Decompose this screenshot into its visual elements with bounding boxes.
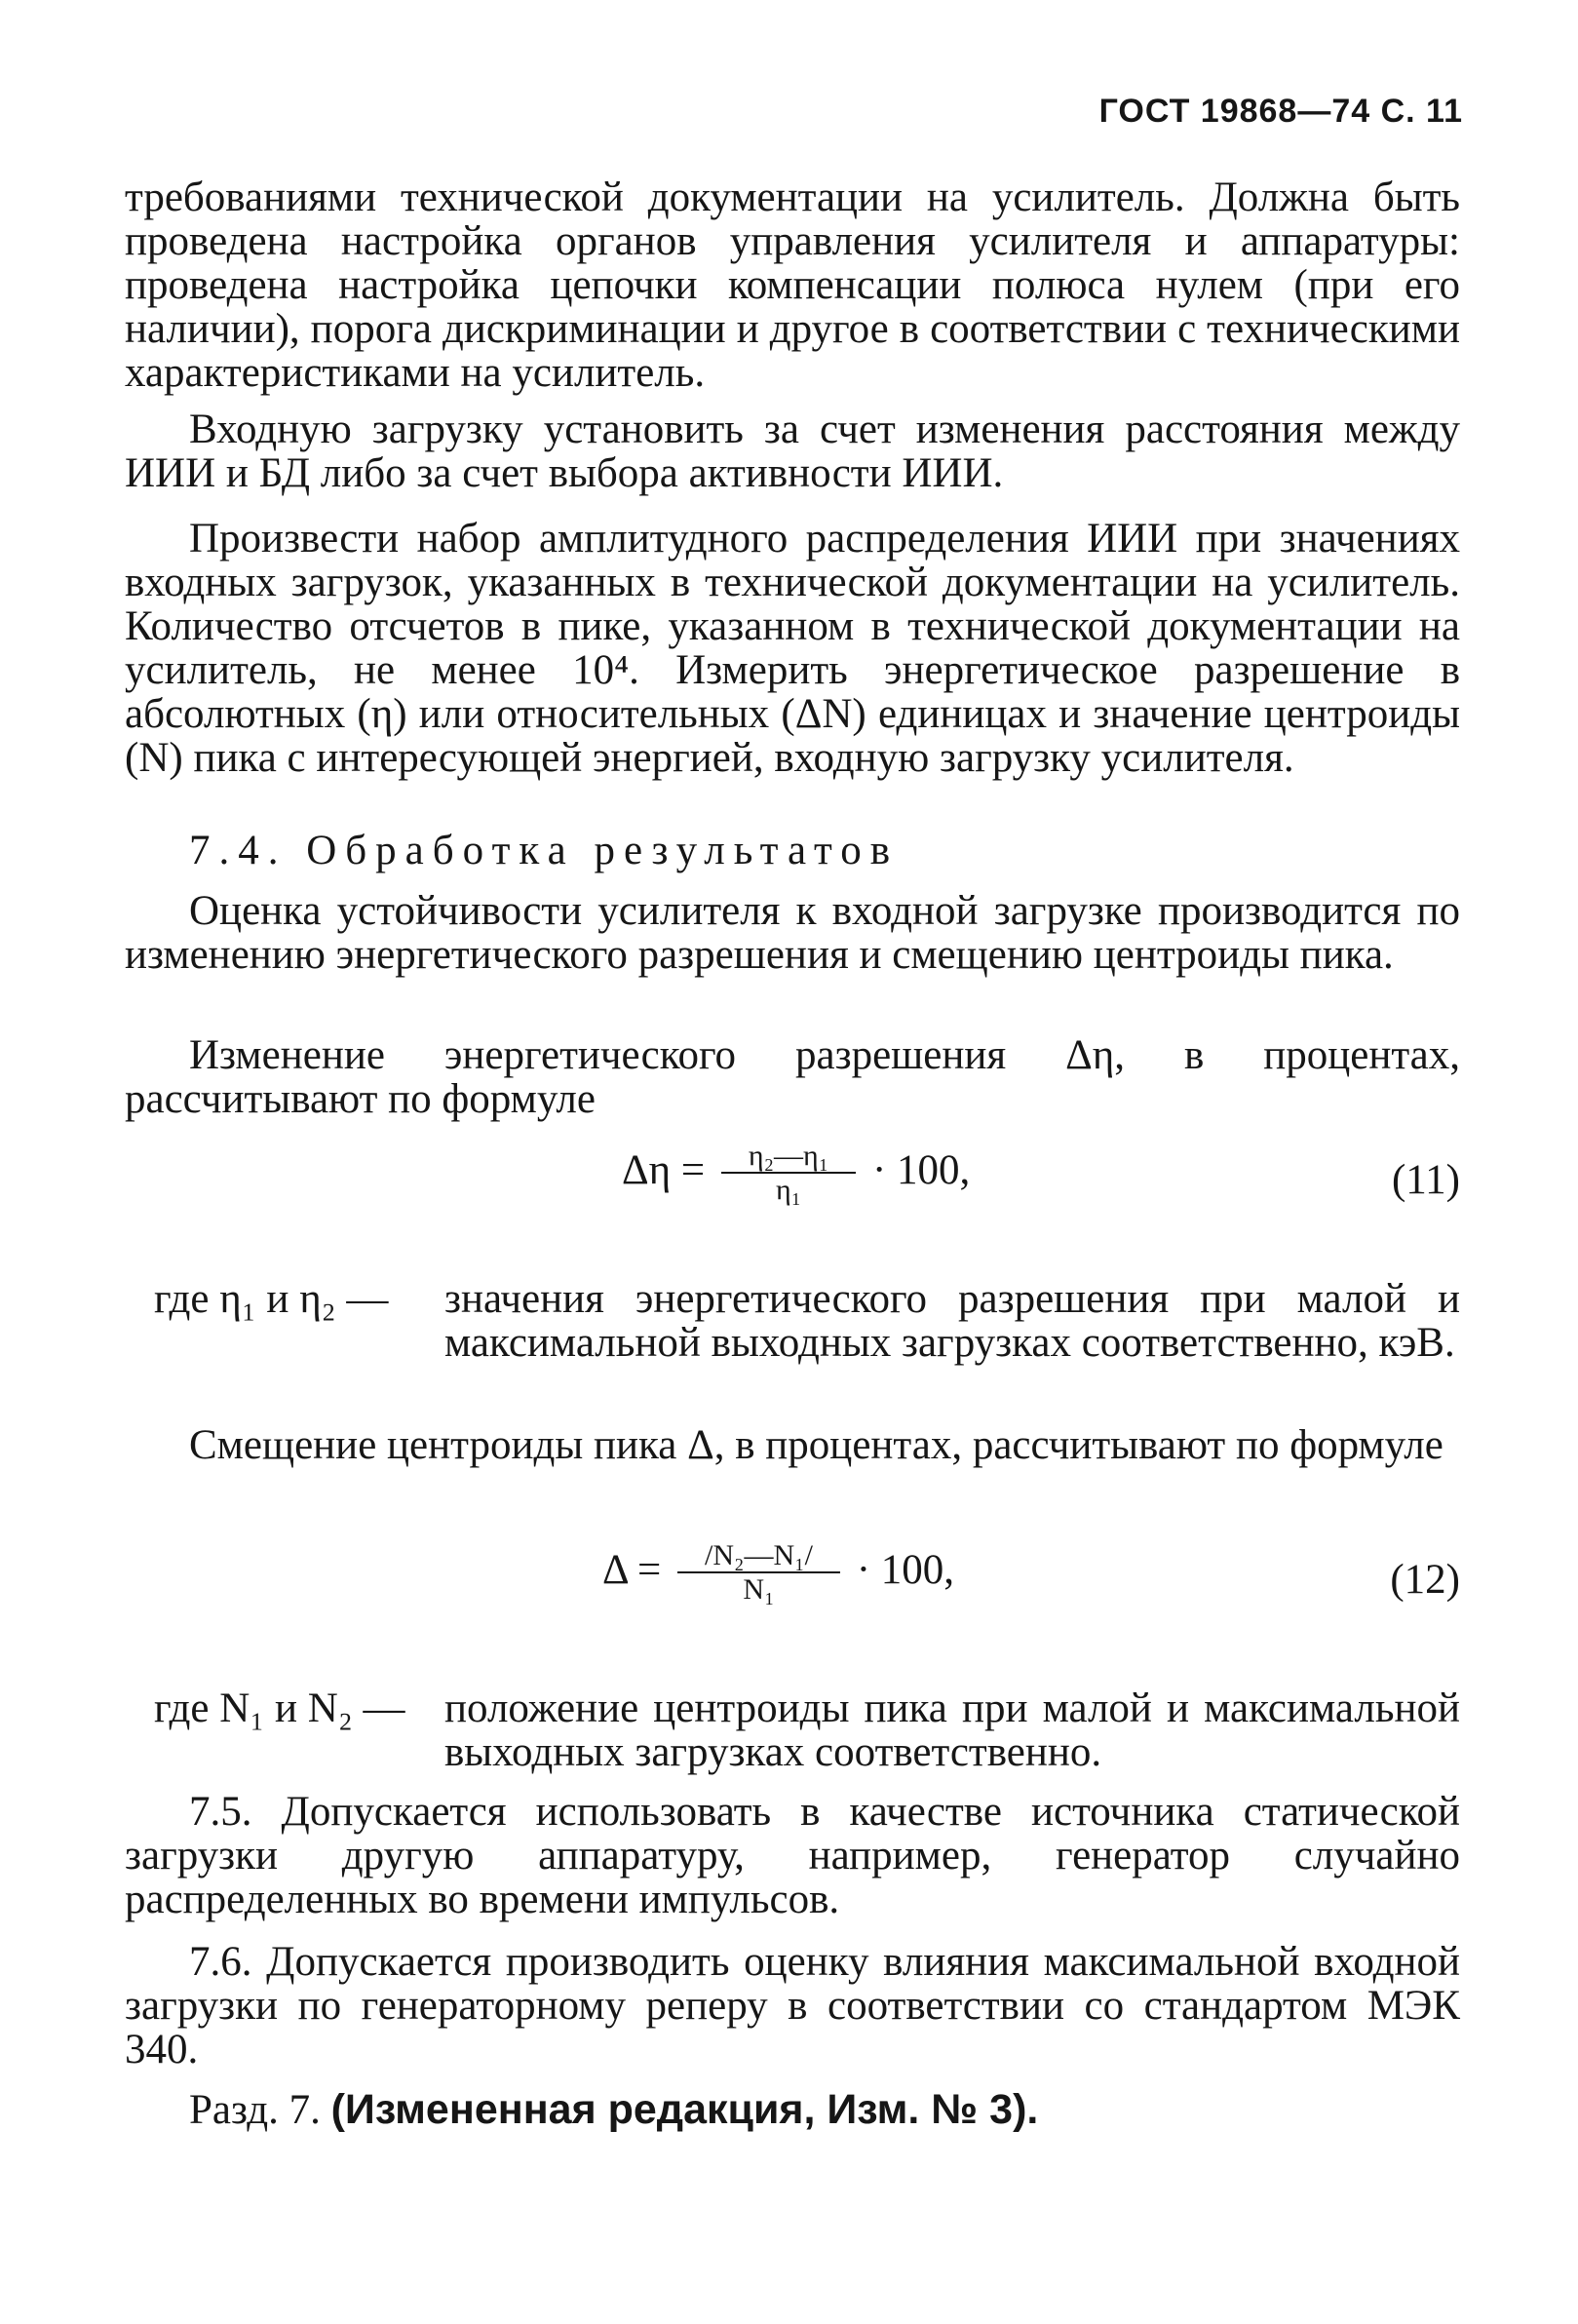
formula-11-number: (11) <box>1391 1157 1460 1203</box>
formula-11-lhs: Δη = <box>622 1146 706 1193</box>
paragraph-amplitude-distribution: Произвести набор амплитудного распределения ИИИ при значениях входных загрузок, указанных в технической документации на усилитель. Количество отсчетов в пике, указанном в технической документации на усилитель, не менее 10⁴. Измерить энергетическое разрешение в абсолютных (η) или относительных (ΔN) единицах и значение центроиды (N) пика с интересующей энергией, входную загрузку усилителя. <box>125 516 1460 781</box>
formula-12 <box>125 1540 1460 1647</box>
where-n-lead: где N₁ и N₂ — <box>154 1685 405 1731</box>
paragraph-continuation: требованиями технической документации на усилитель. Должна быть проведена настройка органов управления усилителя и аппаратуры: проведена настройка цепочки компенсации полюса нулем (при его наличии), порога дискриминации и другое в соответствии с техническими характеристиками на усилитель. <box>125 174 1460 396</box>
formula-12-fraction <box>677 1540 840 1607</box>
where-eta-text: значения энергетического разрешения при малой и максимальной выходных загрузках соответственно, кэВ. <box>444 1276 1460 1366</box>
formula-12-lhs: Δ = <box>602 1546 662 1593</box>
formula-12-rhs: · 100, <box>856 1546 955 1593</box>
paragraph-7-5: 7.5. Допускается использовать в качестве источника статической загрузки другую аппаратуру, например, генератор случайно распределенных во времени импульсов. <box>125 1789 1460 1922</box>
page-header: ГОСТ 19868—74 С. 11 <box>1098 93 1463 130</box>
formula-11-rhs: · 100, <box>871 1146 971 1193</box>
formula-11-numerator: η₂—η₁ <box>721 1141 856 1174</box>
paragraph-7-6: 7.6. Допускается производить оценку влияния максимальной входной загрузки по генераторному реперу в соответствии со стандартом МЭК 340. <box>125 1939 1460 2072</box>
paragraph-input-load: Входную загрузку установить за счет изменения расстояния между ИИИ и БД либо за счет выбора активности ИИИ. <box>125 407 1460 496</box>
formula-12-number: (12) <box>1390 1557 1460 1603</box>
section-7-4-heading: 7.4. Обработка результатов <box>189 828 899 873</box>
formula-12-denominator: N₁ <box>743 1573 775 1606</box>
paragraph-centroid-shift: Смещение центроиды пика Δ, в процентах, рассчитывают по формуле <box>189 1422 1443 1468</box>
amendment-prefix: Разд. 7. <box>189 2087 321 2133</box>
formula-11-denominator: η₁ <box>775 1174 802 1206</box>
amendment-bold: (Измененная редакция, Изм. № 3). <box>330 2086 1039 2133</box>
paragraph-resolution-change: Изменение энергетического разрешения Δη, в процентах, рассчитывают по формуле <box>125 1032 1460 1122</box>
where-eta-lead: где η₁ и η₂ — <box>154 1276 389 1322</box>
formula-12-numerator: /N₂—N₁/ <box>677 1540 840 1573</box>
where-n-text: положение центроиды пика при малой и максимальной выходных загрузках соответственно. <box>444 1685 1460 1775</box>
amendment-note <box>125 2088 1460 2132</box>
formula-11-fraction <box>721 1141 856 1207</box>
paragraph-stability-evaluation: Оценка устойчивости усилителя к входной загрузке производится по изменению энергетического разрешения и смещению центроиды пика. <box>125 888 1460 978</box>
formula-11 <box>125 1141 1460 1248</box>
